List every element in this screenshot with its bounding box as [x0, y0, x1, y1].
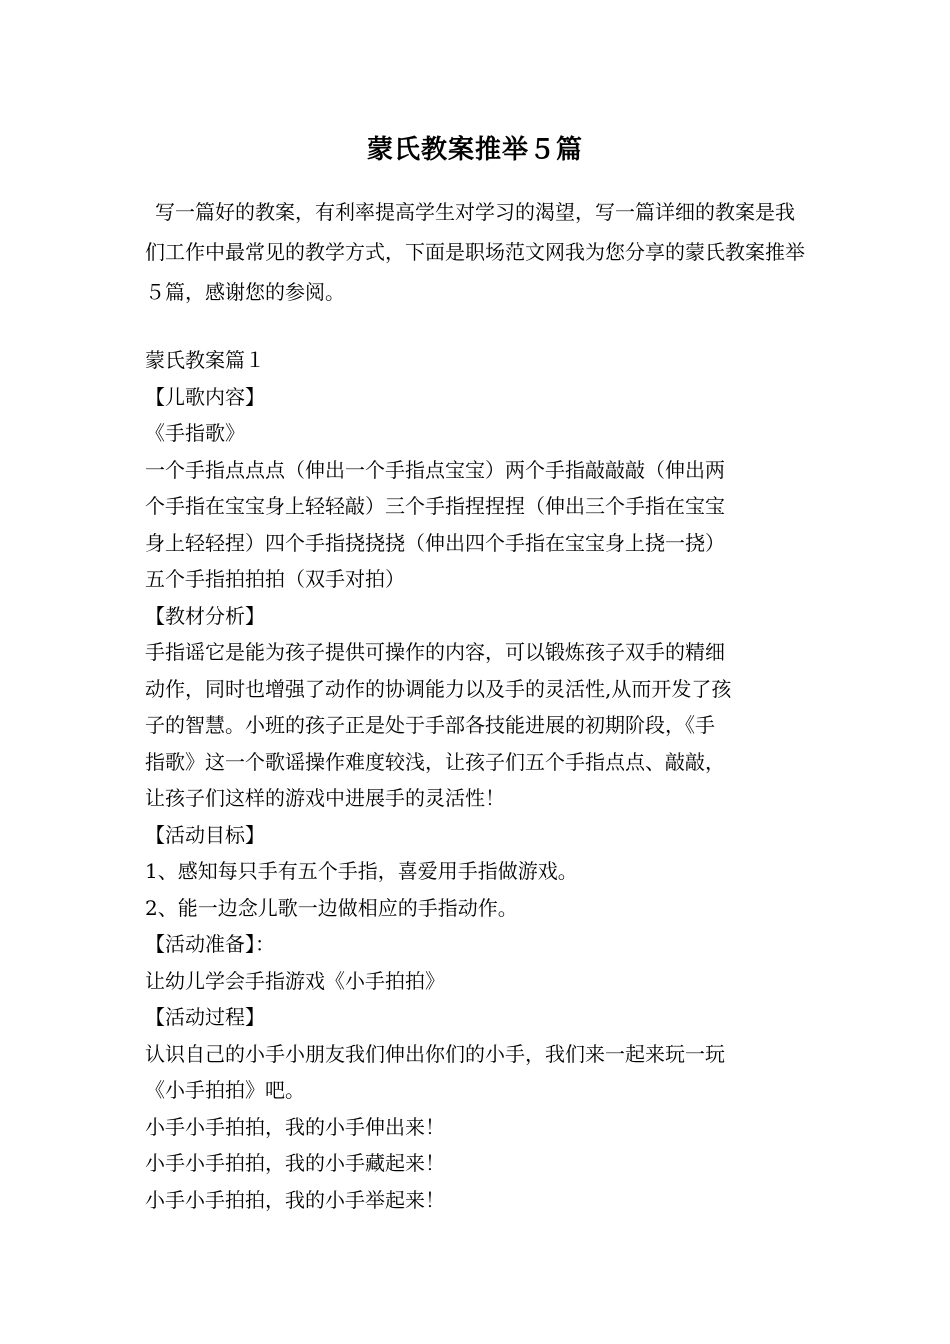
subheading-material-analysis: 【教材分析】 — [145, 603, 265, 628]
body-line: 指歌》这一个歌谣操作难度较浅，让孩子们五个手指点点、敲敲， — [145, 749, 725, 774]
goal-item: 2、能一边念儿歌一边做相应的手指动作。 — [145, 895, 518, 920]
intro-paragraph: 写一篇好的教案，有利率提高学生对学习的渴望，写一篇详细的教案是我们工作中最常见的教学方式，下面是职场范文网我为您分享的蒙氏教案推举５篇，感谢您的参阅。 — [145, 200, 805, 304]
subheading-activity-preparation: 【活动准备】： — [145, 932, 275, 956]
section-heading: 蒙氏教案篇１ — [145, 348, 265, 372]
rhyme-line: 小手小手拍拍，我的小手举起来！ — [145, 1187, 445, 1212]
rhyme-title: 《手指歌》 — [145, 421, 245, 445]
body-line: 让幼儿学会手指游戏《小手拍拍》 — [145, 968, 445, 993]
document-body — [145, 342, 809, 1218]
subheading-activity-goals: 【活动目标】 — [145, 822, 265, 847]
document-title: 蒙氏教案推举５篇 — [366, 135, 583, 165]
body-line: 手指谣它是能为孩子提供可操作的内容，可以锻炼孩子双手的精细 — [145, 640, 725, 664]
subheading-activity-process: 【活动过程】 — [145, 1005, 265, 1029]
body-line: 身上轻轻捏）四个手指挠挠挠（伸出四个手指在宝宝身上挠一挠） — [145, 530, 725, 555]
subheading-rhyme-content: 【儿歌内容】 — [145, 384, 265, 409]
body-line: 《小手拍拍》吧。 — [145, 1078, 305, 1102]
rhyme-line: 小手小手拍拍，我的小手藏起来！ — [145, 1151, 445, 1175]
rhyme-line: 小手小手拍拍，我的小手伸出来！ — [145, 1114, 445, 1139]
goal-item: 1、感知每只手有五个手指，喜爱用手指做游戏。 — [145, 859, 578, 883]
body-line: 认识自己的小手小朋友我们伸出你们的小手，我们来一起来玩一玩 — [145, 1041, 725, 1066]
body-line: 五个手指拍拍拍（双手对拍） — [145, 567, 405, 591]
body-line: 子的智慧。小班的孩子正是处于手部各技能进展的初期阶段，《手 — [145, 713, 715, 737]
body-line: 个手指在宝宝身上轻轻敲）三个手指捏捏捏（伸出三个手指在宝宝 — [145, 494, 725, 518]
body-line: 一个手指点点点（伸出一个手指点宝宝）两个手指敲敲敲（伸出两 — [145, 457, 725, 482]
body-line: 动作，同时也增强了动作的协调能力以及手的灵活性,从而开发了孩 — [145, 676, 732, 701]
body-line: 让孩子们这样的游戏中进展手的灵活性！ — [145, 786, 505, 810]
